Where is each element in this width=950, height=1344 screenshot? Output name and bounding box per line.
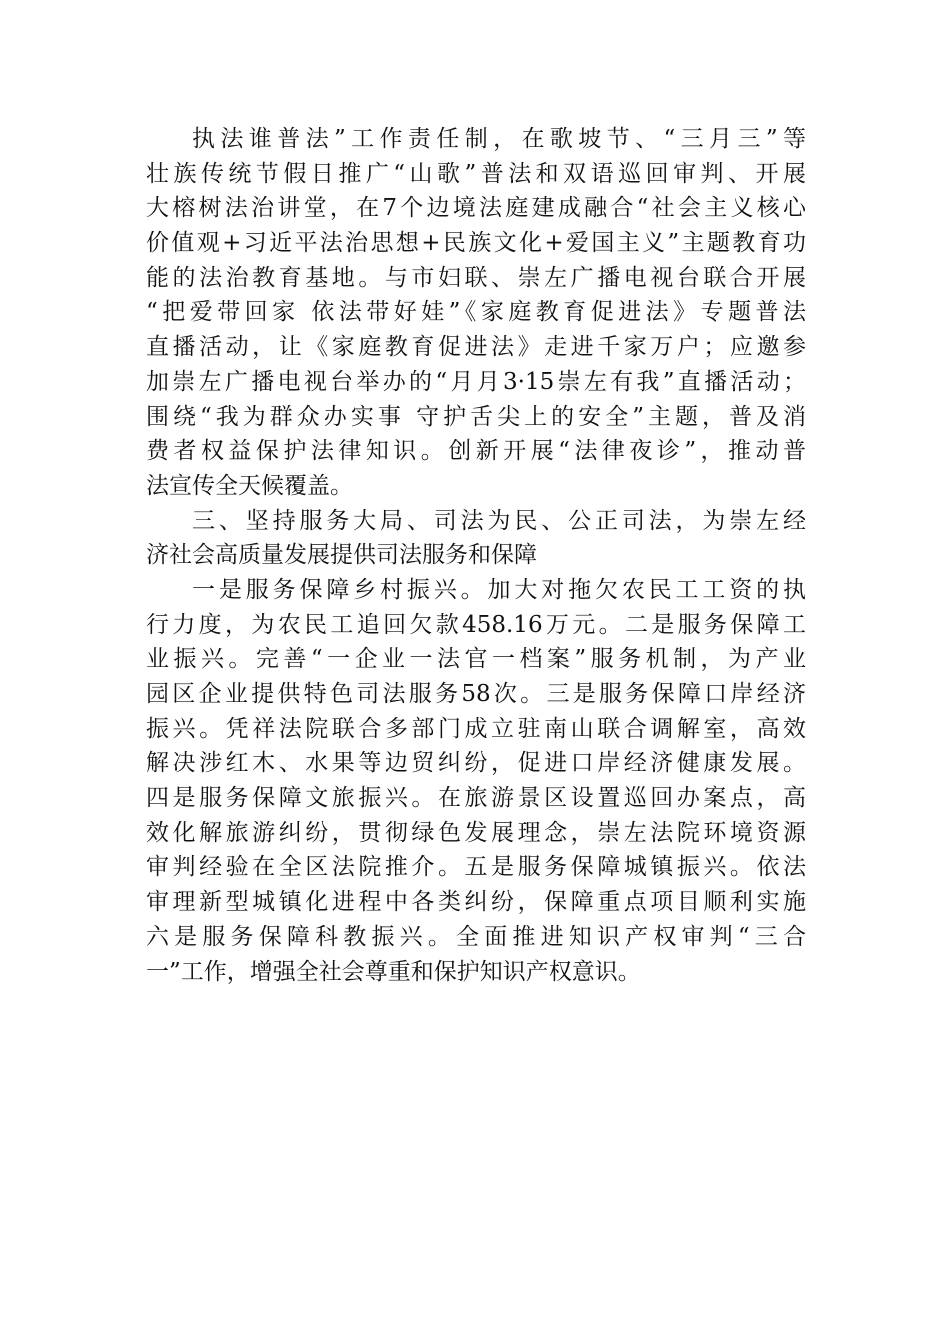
paragraph-judicial-services [146,573,806,989]
section-heading [146,504,806,573]
text-line: 壮族传统节假日推广“山歌”普法和双语巡回审判、开展 [146,160,806,187]
paragraph-legal-education [146,122,806,504]
text-line: “把爱带回家 依法带好娃”《家庭教育促进法》专题普法 [146,299,806,326]
text-line: 解决涉红木、水果等边贸纠纷，促进口岸经济健康发展。 [146,750,806,777]
text-line: 费者权益保护法律知识。创新开展“法律夜诊”，推动普 [146,438,806,465]
text-line: 园区企业提供特色司法服务58次。三是服务保障口岸经济 [146,681,806,707]
text-line: 四是服务保障文旅振兴。在旅游景区设置巡回办案点，高 [146,785,806,812]
heading-line: 济社会高质量发展提供司法服务和保障 [146,542,537,569]
text-line: 振兴。凭祥法院联合多部门成立驻南山联合调解室，高效 [146,715,806,742]
text-line: 直播活动，让《家庭教育促进法》走进千家万户；应邀参 [146,334,806,361]
text-line: 能的法治教育基地。与市妇联、崇左广播电视台联合开展 [146,264,806,291]
text-line: 业振兴。完善“一企业一法官一档案”服务机制，为产业 [146,646,806,673]
text-line: 一是服务保障乡村振兴。加大对拖欠农民工工资的执 [192,576,806,603]
text-line: 审判经验在全区法院推介。五是服务保障城镇振兴。依法 [146,854,806,881]
text-line: 一”工作，增强全社会尊重和保护知识产权意识。 [146,958,641,985]
text-line: 大榕树法治讲堂，在7个边境法庭建成融合“社会主义核心 [146,195,806,222]
text-line: 法宣传全天候覆盖。 [146,472,353,499]
heading-line: 三、坚持服务大局、司法为民、公正司法，为崇左经 [192,507,806,534]
text-line: 行力度，为农民工追回欠款458.16万元。二是服务保障工 [146,611,806,638]
text-line: 六是服务保障科教振兴。全面推进知识产权审判“三合 [146,923,806,950]
text-line: 加崇左广播电视台举办的“月月3·15崇左有我”直播活动； [146,368,806,395]
text-line: 效化解旅游纠纷，贯彻绿色发展理念，崇左法院环境资源 [146,819,806,846]
text-line: 执法谁普法”工作责任制，在歌坡节、“三月三”等 [192,126,806,152]
text-line: 价值观+习近平法治思想+民族文化+爱国主义”主题教育功 [146,230,806,257]
document-body [146,122,806,989]
text-line: 围绕“我为群众办实事 守护舌尖上的安全”主题，普及消 [146,403,806,430]
text-line: 审理新型城镇化进程中各类纠纷，保障重点项目顺利实施 [146,889,806,916]
